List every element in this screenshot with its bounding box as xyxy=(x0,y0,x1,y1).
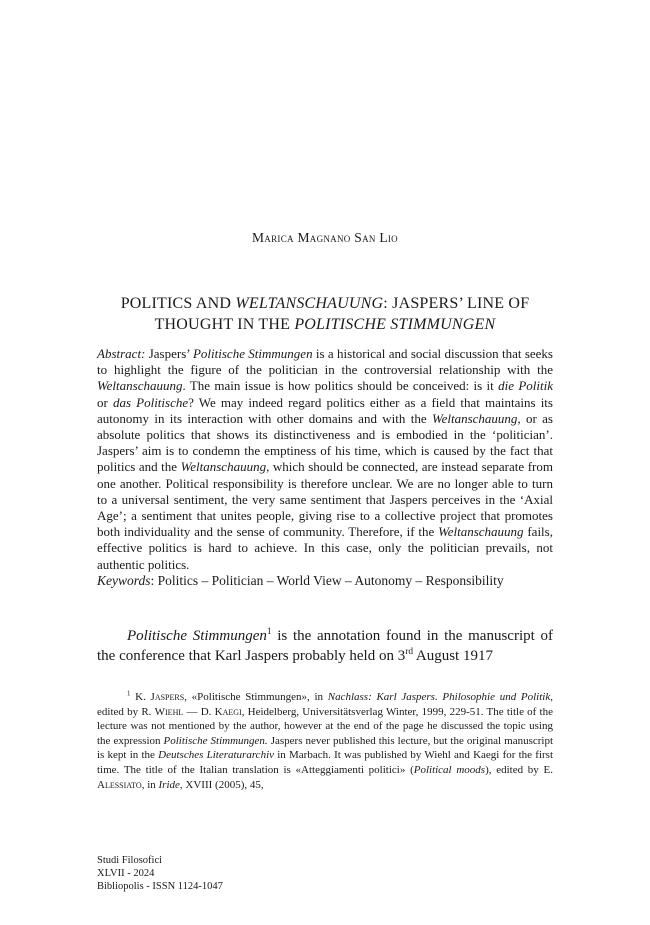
abstract-italic: Weltanschauung xyxy=(97,378,183,394)
footnote-author: Wiehl xyxy=(154,705,184,718)
footnote-text: , in xyxy=(141,778,159,791)
abstract-text: ? We may indeed regard politics either as a field that maintains its autonomy in its interaction with other domains and with the xyxy=(97,394,553,426)
abstract-text: or xyxy=(97,394,113,410)
footnote-text: — D. xyxy=(183,705,215,718)
keywords-label: Keywords xyxy=(97,573,151,588)
body-italic: Politische Stimmungen xyxy=(127,628,267,644)
body-paragraph xyxy=(97,626,553,666)
body-text: is the annotation found in the manuscript of the conference that Karl Jaspers probably held on 3 xyxy=(97,628,553,664)
abstract-italic: Weltanschauung xyxy=(180,459,267,475)
footnote-italic: Political moods xyxy=(413,763,486,776)
author-name: Marica Magnano San Lio xyxy=(252,230,398,245)
footnote-text: , edited by R. xyxy=(97,691,553,718)
footnote-number: 1 xyxy=(127,690,131,698)
journal-info xyxy=(97,854,223,893)
footnote-text: Jaspers never published this lecture, but the original manuscript is kept in the xyxy=(97,734,554,762)
abstract-italic: die Politik xyxy=(498,378,553,394)
footnote-italic: Deutsches Literaturarchiv xyxy=(158,749,275,762)
footnote-marker[interactable]: 1 xyxy=(266,627,272,637)
abstract-text: , which should be connected, are instead separate from one another. Political responsibility is therefore unclear. We are no longer able to turn to a universal sentiment, the very same sentiment that Jaspers perceives in the ‘Axial Age’; a sentiment that unites people, giving rise to a collective project that promotes both individuality and the sense of community. Therefore, if the xyxy=(97,459,553,540)
footnote-text: , «Politische Stimmungen», in xyxy=(184,691,328,703)
footnote-italic: Nachlass: Karl Jaspers. Philosophie und Politik xyxy=(327,691,551,703)
footnote xyxy=(97,690,553,792)
title-italic: WELTANSCHAUUNG xyxy=(235,295,384,312)
keywords xyxy=(97,572,553,589)
footnote-italic: Politische Stimmungen. xyxy=(163,734,268,747)
abstract-label: Abstract: xyxy=(97,346,146,361)
title-text: : JASPERS’ LINE OF xyxy=(383,295,530,312)
abstract-italic: Weltanschauung xyxy=(431,410,518,426)
abstract-italic: das Politische xyxy=(112,394,189,410)
footnote-author: Jaspers xyxy=(150,691,185,703)
abstract-text: Jaspers’ xyxy=(145,346,193,361)
footnote-author: Kaegi xyxy=(214,705,242,718)
footnote-text: K. xyxy=(130,691,151,703)
abstract-text: . The main issue is how politics should be conceived: is it xyxy=(182,378,499,394)
abstract-text: , or as absolute politics that shows its distinctiveness and is embodied in the ‘politician’. Jaspers’ aim is to condemn the emptiness of his time, which is caused by the fact that politics and the xyxy=(97,410,553,475)
footnote-italic: Iride xyxy=(158,778,180,791)
journal-publisher: Bibliopolis - ISSN 1124-1047 xyxy=(97,881,223,892)
footnote-text: ), edited by E. xyxy=(485,763,553,776)
title-italic: POLITISCHE STIMMUNGEN xyxy=(294,316,496,333)
title-text: POLITICS AND xyxy=(120,295,236,312)
title-text: THOUGHT IN THE xyxy=(154,316,295,333)
abstract-italic: Politische Stimmungen xyxy=(192,346,313,361)
footnote-text: in Marbach. It was published by Wiehl and Kaegi for the first time. The title of the Italian translation is «Atteggiamenti politici» ( xyxy=(97,749,553,776)
abstract-text: fails, effective politics is hard to achieve. In this case, only the politician prevails, not authentic politics. xyxy=(97,524,553,572)
article-title xyxy=(100,293,550,335)
ordinal-suffix: rd xyxy=(405,647,413,657)
abstract xyxy=(97,346,553,573)
abstract-italic: Weltanschauung xyxy=(438,524,524,540)
footnote-text: , XVIII (2005), 45, xyxy=(179,778,264,791)
footnote-author: Alessiato xyxy=(97,778,142,791)
body-text: August 1917 xyxy=(412,648,493,664)
footnote-text: , Heidelberg, Universitätsverlag Winter, 1999, 229-51. The title of the lecture was not mentioned by the author, however at the end of the page he discussed the topic using the expression xyxy=(97,705,553,747)
abstract-text: is a historical and social discussion that seeks to highlight the figure of the politician in the controversial relationship with the xyxy=(97,346,553,378)
journal-volume: XLVII - 2024 xyxy=(97,868,155,879)
keywords-text: : Politics – Politician – World View – Autonomy – Responsibility xyxy=(150,573,504,588)
journal-title: Studi Filosofici xyxy=(97,855,163,866)
